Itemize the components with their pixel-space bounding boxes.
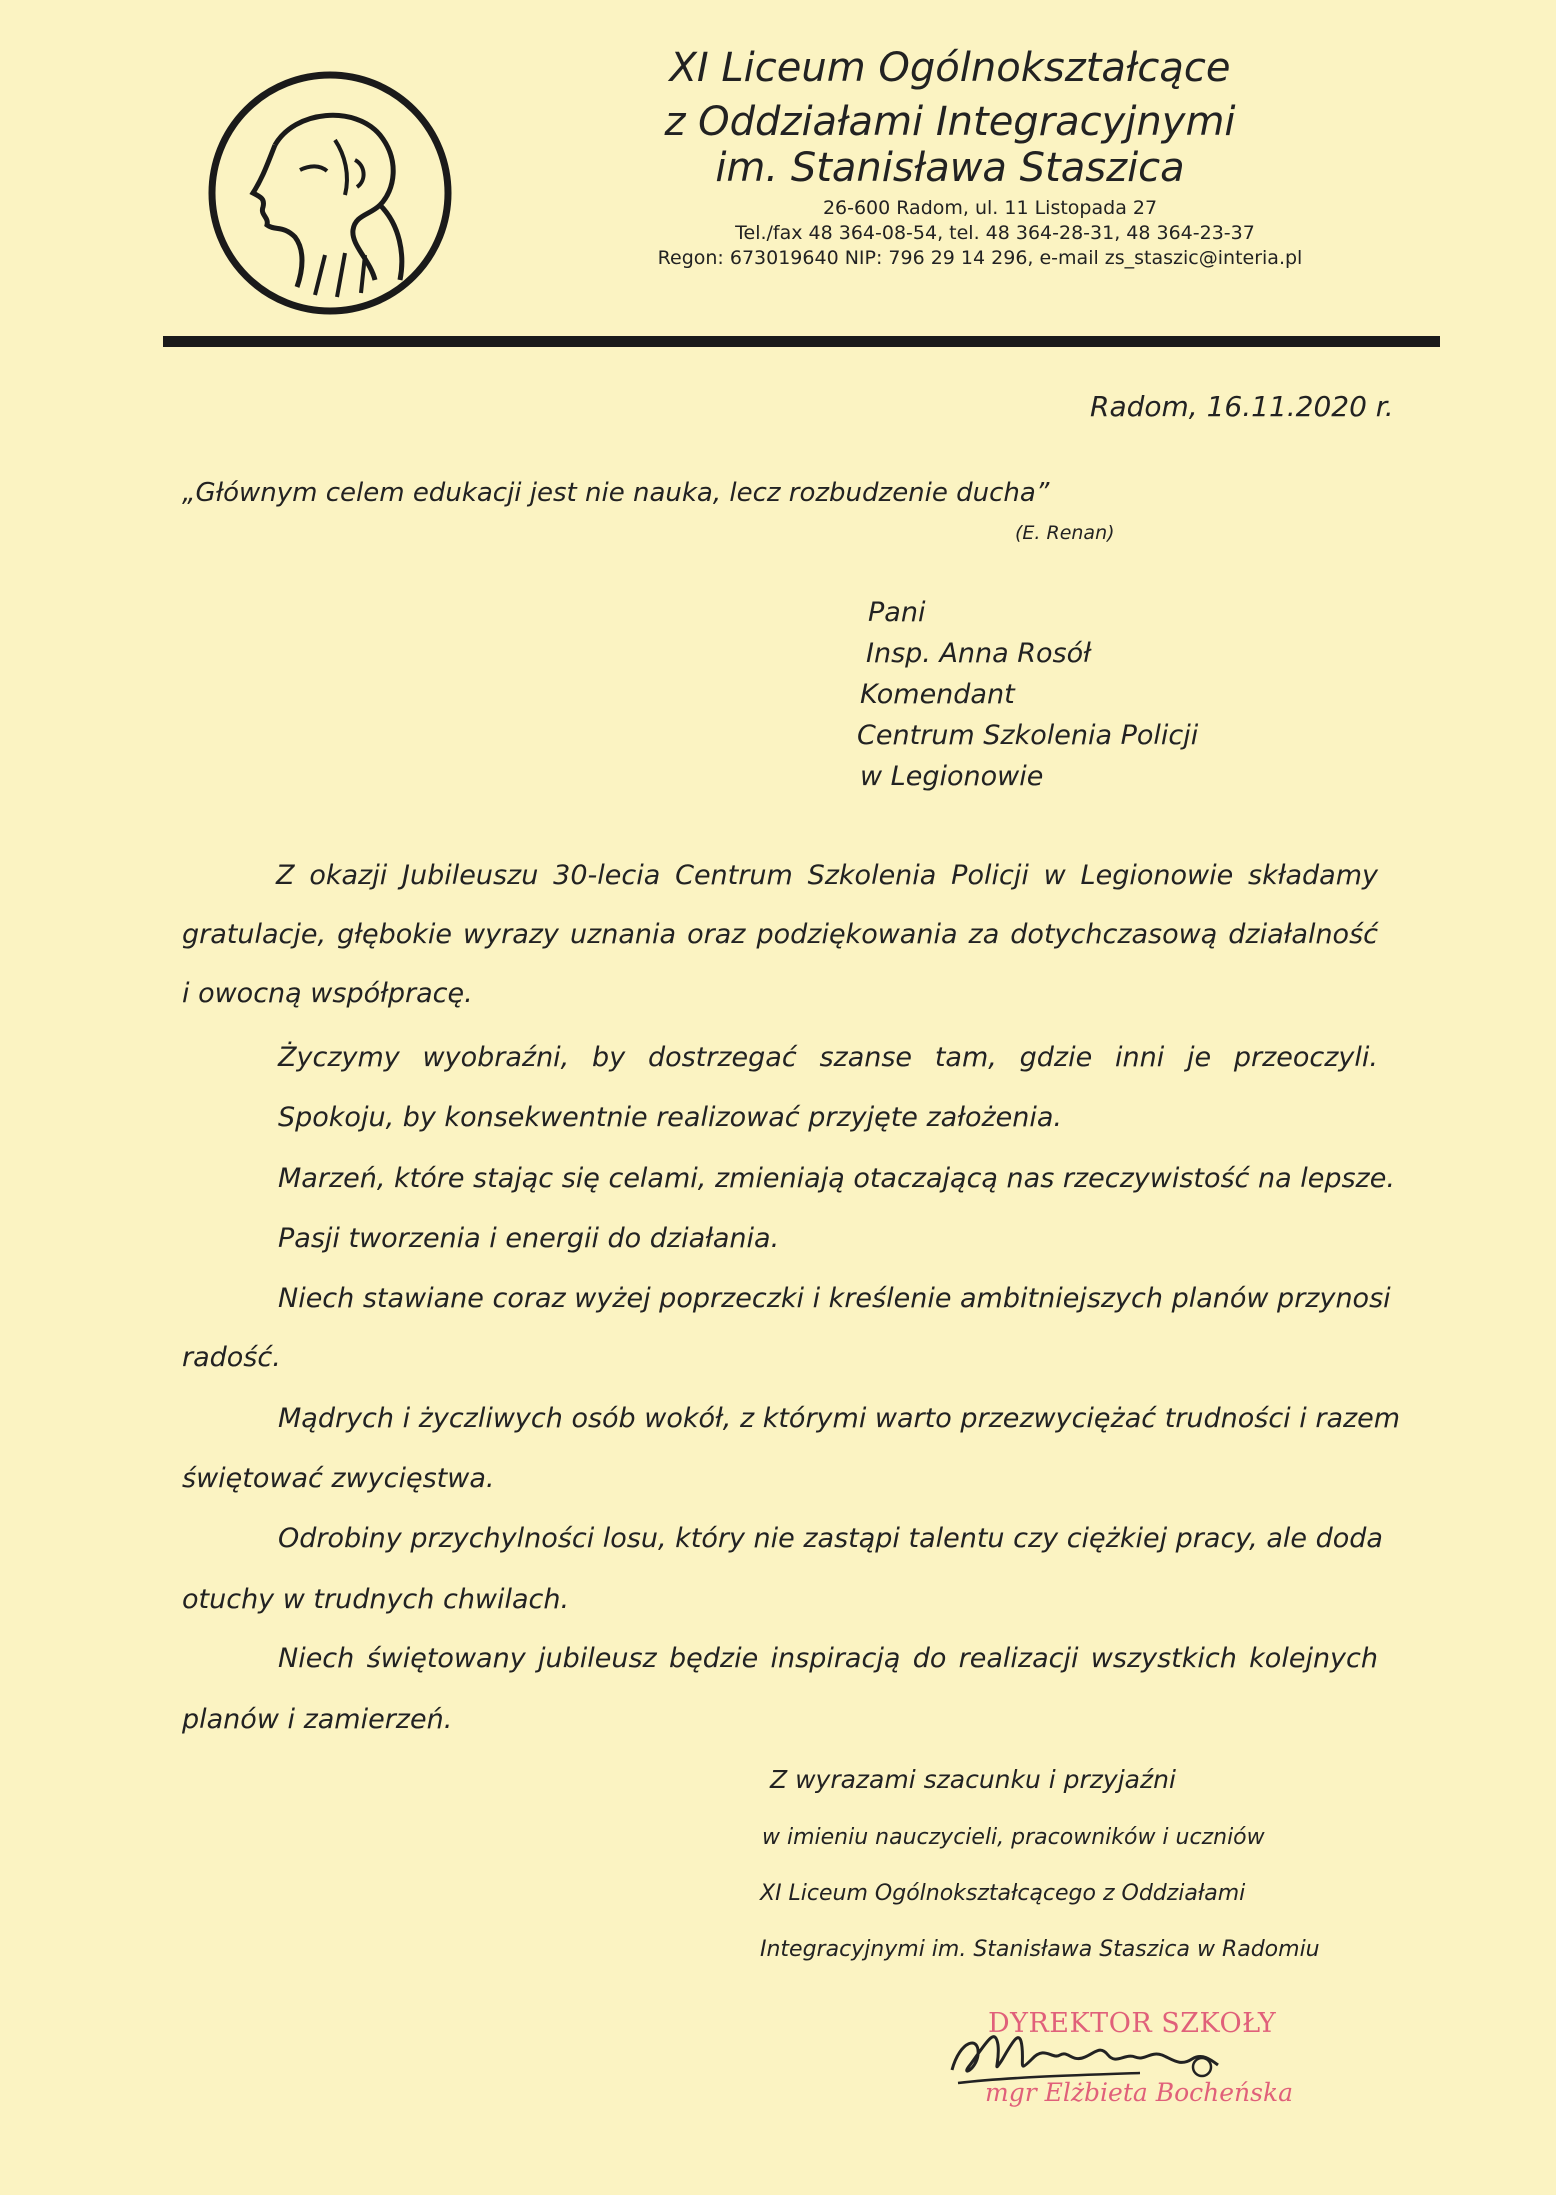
body-text-line: radość.: [182, 1342, 281, 1373]
closing-line: Integracyjnymi im. Stanisława Staszica w Radomiu: [760, 1937, 1320, 1962]
school-name-line-3: im. Stanisława Staszica: [715, 145, 1185, 191]
body-text-line: Z okazji Jubileuszu 30-lecia Centrum Szkolenia Policji w Legionowie składamy: [276, 860, 1378, 891]
body-text-line: Niech świętowany jubileusz będzie inspiracją do realizacji wszystkich kolejnych: [278, 1643, 1378, 1674]
school-phones: Tel./fax 48 364-08-54, tel. 48 364-28-31, 48 364-23-37: [735, 222, 1255, 244]
letter-date: Radom, 16.11.2020 r.: [1090, 390, 1394, 423]
body-text-line: planów i zamierzeń.: [182, 1704, 453, 1735]
addressee-line: w Legionowie: [860, 761, 1044, 792]
body-text-line: Marzeń, które stając się celami, zmieniają otaczającą nas rzeczywistość na lepsze.: [278, 1163, 1395, 1194]
body-text-line: Spokoju, by konsekwentnie realizować przyjęte założenia.: [278, 1102, 1063, 1133]
addressee-line: Insp. Anna Rosół: [866, 638, 1091, 669]
body-text-line: i owocną współpracę.: [182, 978, 473, 1009]
stamp-title: DYREKTOR SZKOŁY: [988, 2008, 1277, 2039]
school-name-line-1: XI Liceum Ogólnokształcące: [669, 45, 1231, 91]
stamp-name: mgr Elżbieta Bocheńska: [985, 2078, 1294, 2107]
addressee-line: Komendant: [860, 679, 1015, 710]
body-text-line: świętować zwycięstwa.: [182, 1463, 495, 1494]
body-text-line: Niech stawiane coraz wyżej poprzeczki i kreślenie ambitniejszych planów przynosi: [278, 1283, 1391, 1314]
addressee-line: Pani: [868, 597, 926, 628]
portrait-medallion-icon: [205, 65, 460, 320]
body-text-line: Odrobiny przychylności losu, który nie zastąpi talentu czy ciężkiej pracy, ale doda: [278, 1523, 1383, 1554]
school-address: 26-600 Radom, ul. 11 Listopada 27: [822, 197, 1158, 219]
body-text-line: Życzymy wyobraźni, by dostrzegać szanse tam, gdzie inni je przeoczyli.: [278, 1042, 1378, 1073]
body-text-line: gratulacje, głębokie wyrazy uznania oraz podziękowania za dotychczasową działalność: [182, 919, 1378, 950]
school-name-line-2: z Oddziałami Integracyjnymi: [664, 99, 1236, 145]
contact-block: [560, 196, 1340, 271]
body-text-line: otuchy w trudnych chwilach.: [182, 1584, 570, 1615]
letterhead-divider: [163, 336, 1440, 347]
closing-line: Z wyrazami szacunku i przyjaźni: [770, 1765, 1176, 1794]
body-text-line: Pasji tworzenia i energii do działania.: [278, 1223, 780, 1254]
motto-quote: „Głównym celem edukacji jest nie nauka, lecz rozbudzenie ducha”: [182, 478, 1050, 508]
motto-author: (E. Renan): [1015, 522, 1115, 544]
closing-line: XI Liceum Ogólnokształcącego z Oddziałami: [760, 1881, 1246, 1906]
school-ids-email: Regon: 673019640 NIP: 796 29 14 296, e-mail zs_staszic@interia.pl: [657, 247, 1303, 269]
closing-line: w imieniu nauczycieli, pracowników i uczniów: [762, 1825, 1265, 1850]
addressee-line: Centrum Szkolenia Policji: [857, 720, 1199, 751]
body-text-line: Mądrych i życzliwych osób wokół, z którymi warto przezwyciężać trudności i razem: [278, 1403, 1401, 1434]
